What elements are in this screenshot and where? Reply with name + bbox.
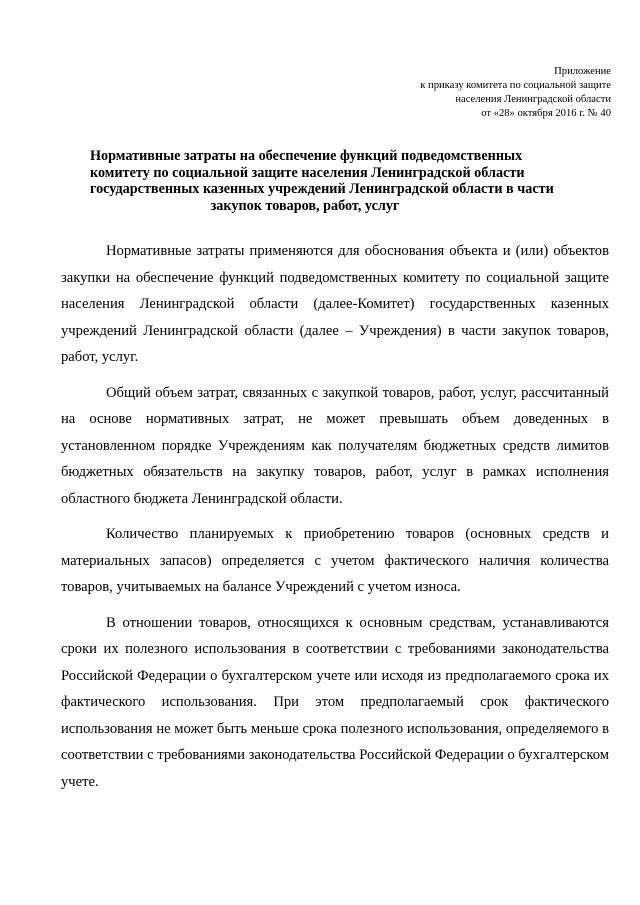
body-paragraph: Нормативные затраты применяются для обоснования объекта и (или) объектов закупки на обеспечение функций подведомственных комитету по социальной защите населения Ленинградской области (далее-Комитет) государственных казенных учреждений Ленинградской области (далее – Учреждения) в части закупок товаров, работ, услуг. xyxy=(61,243,609,365)
title-line: Нормативные затраты на обеспечение функций подведомственных xyxy=(90,148,523,164)
title-line: государственных казенных учреждений Ленинградской области в части xyxy=(90,181,554,197)
body-paragraph: Количество планируемых к приобретению товаров (основных средств и материальных запасов) определяется с учетом фактического наличия количества товаров, учитываемых на балансе Учреждений с учетом износа. xyxy=(61,526,609,595)
appendix-label: Приложение xyxy=(554,66,611,77)
document-body xyxy=(61,238,609,804)
body-paragraph: Общий объем затрат, связанных с закупкой товаров, работ, услуг, рассчитанный на основе нормативных затрат, не может превышать объем доведенных в установленном порядке Учреждениям как получателям бюджетных средств лимитов бюджетных обязательств на закупку товаров, работ, услуг в рамках исполнения областного бюджета Ленинградской области. xyxy=(61,384,609,507)
appendix-block xyxy=(420,65,611,121)
appendix-region: населения Ленинградской области xyxy=(455,94,611,105)
appendix-date-number: от «28» октября 2016 г. № 40 xyxy=(481,108,611,119)
title-line: закупок товаров, работ, услуг xyxy=(210,197,400,214)
appendix-order-ref: к приказу комитета по социальной защите xyxy=(420,80,611,91)
body-paragraph: В отношении товаров, относящихся к основным средствам, устанавливаются сроки их полезного использования в соответствии с требованиями законодательства Российской Федерации о бухгалтерском учете или исходя из предполагаемого срока их фактического использования. При этом предполагаемый срок фактического использования не может быть меньше срока полезного использования, определяемого в соответствии с требованиями законодательства Российской Федерации о бухгалтерском учете. xyxy=(61,614,609,790)
title-line: комитету по социальной защите населения Ленинградской области xyxy=(90,164,525,181)
document-title xyxy=(90,148,554,214)
